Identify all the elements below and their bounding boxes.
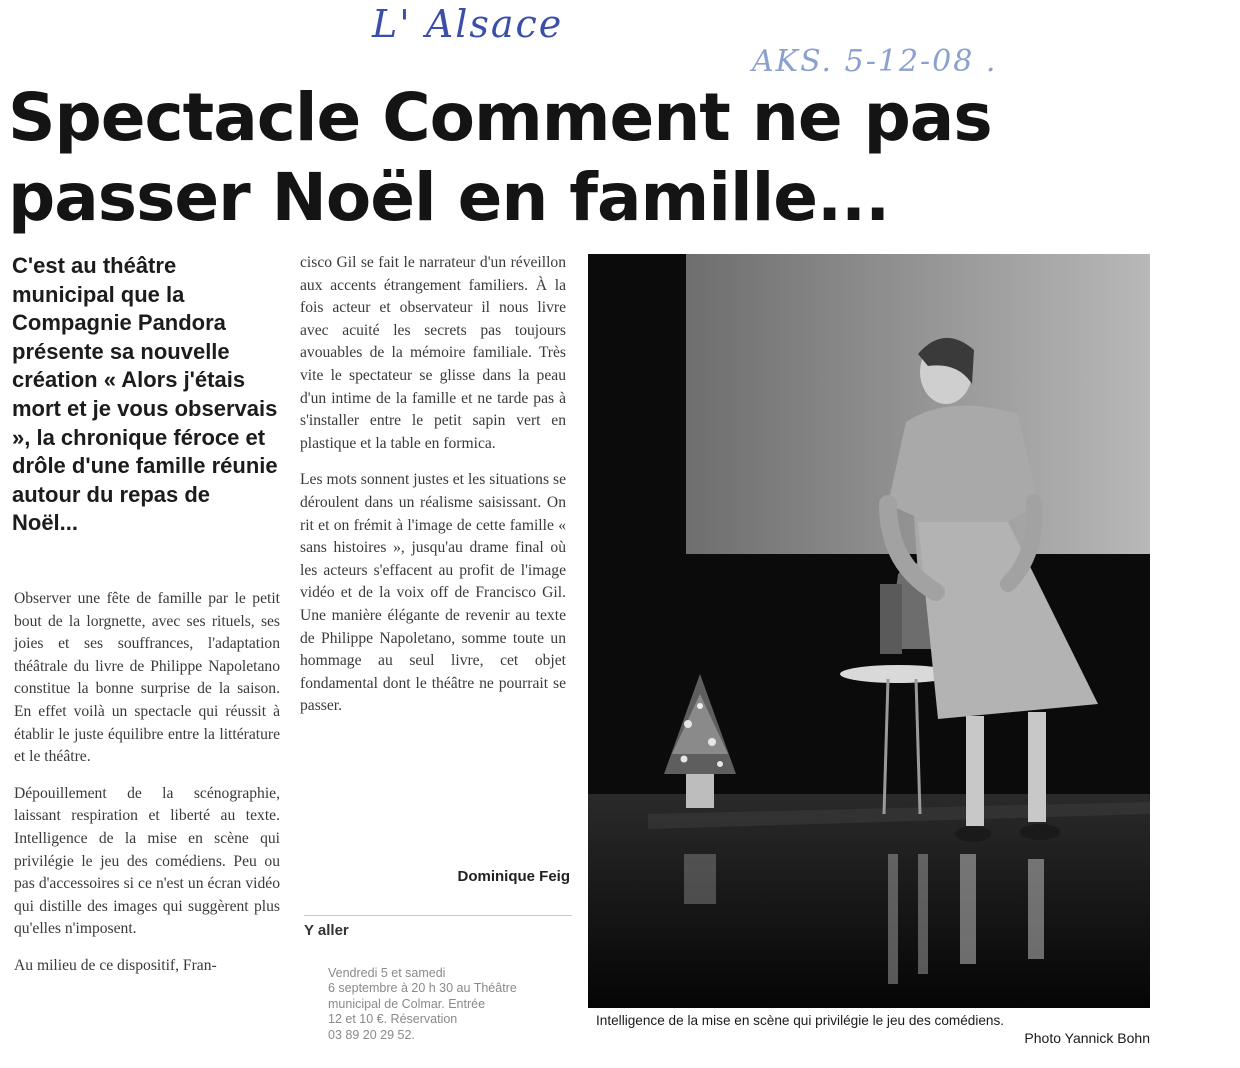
stage-photo bbox=[588, 254, 1150, 1008]
column1-paragraph-3: Au milieu de ce dispositif, Fran- bbox=[14, 956, 217, 974]
lede-paragraph: C'est au théâtre municipal que la Compagnie Pandora présente sa nouvelle création « Alors j'étais mort et je vous observais », la chronique féroce et drôle d'une famille réunie autour du repas de Noël... bbox=[12, 253, 278, 536]
article-column-2 bbox=[300, 252, 566, 732]
info-box bbox=[328, 966, 578, 1043]
photo-credit: Photo Yannick Bohn bbox=[1024, 1030, 1150, 1046]
column2-paragraph-1: cisco Gil se fait le narrateur d'un réveillon aux accents étrangement familiers. À la fois acteur et observateur il nous livre avec acuité les secrets pas toujours avouables de la mémoire familiale. Très vite le spectateur se glisse dans la peau d'un intime de la famille et ne tarde pas à s'installer entre le petit sapin vert en plastique et la table en formica. bbox=[300, 254, 566, 452]
author-byline: Dominique Feig bbox=[457, 868, 570, 885]
handwritten-source-note: L' Alsace bbox=[372, 2, 564, 46]
headline-line-1: Spectacle Comment ne pas bbox=[8, 79, 992, 156]
info-line: 6 septembre à 20 h 30 au Théâtre bbox=[328, 981, 517, 996]
stage-photo-illustration bbox=[588, 254, 1150, 1008]
headline-line-2: passer Noël en famille... bbox=[8, 159, 890, 236]
info-line: municipal de Colmar. Entrée bbox=[328, 996, 486, 1011]
article-column-1 bbox=[14, 588, 280, 992]
info-line: Vendredi 5 et samedi bbox=[328, 966, 446, 980]
info-box-divider bbox=[304, 915, 572, 916]
photo-caption: Intelligence de la mise en scène qui privilégie le jeu des comédiens. bbox=[596, 1013, 1005, 1028]
headline bbox=[8, 78, 1008, 238]
column2-paragraph-2: Les mots sonnent justes et les situations se déroulent dans un réalisme saisissant. On rit et on frémit à l'image de cette famille « sans histoires », jusqu'au drame final où les acteurs s'effacent au profit de l'image vidéo et de la voix off de Francisco Gil. Une manière élégante de revenir au texte de Philippe Napoletano, somme toute un hommage au seul livre, cet objet fondamental dont le théâtre ne pourrait se passer. bbox=[300, 471, 566, 715]
column1-paragraph-1: Observer une fête de famille par le petit bout de la lorgnette, avec ses rituels, ses joies et ses souffrances, l'adaptation théâtrale du livre de Philippe Napoletano constitue la bonne surprise de la saison. En effet voilà un spectacle qui réussit à établir le juste équilibre entre la littérature et le théâtre. bbox=[14, 590, 280, 766]
info-line: 03 89 20 29 52. bbox=[328, 1027, 415, 1042]
handwritten-date-note: AKS. 5-12-08 . bbox=[752, 44, 998, 79]
info-box-title: Y aller bbox=[304, 922, 349, 939]
info-line: 12 et 10 €. Réservation bbox=[328, 1012, 458, 1027]
column1-paragraph-2: Dépouillement de la scénographie, laissant respiration et liberté au texte. Intelligence de la mise en scène qui privilégie le jeu des comédiens. Peu ou pas d'accessoires si ce n'est un écran vidéo qui distille des images qui suggèrent plus qu'elles n'imposent. bbox=[14, 784, 280, 938]
